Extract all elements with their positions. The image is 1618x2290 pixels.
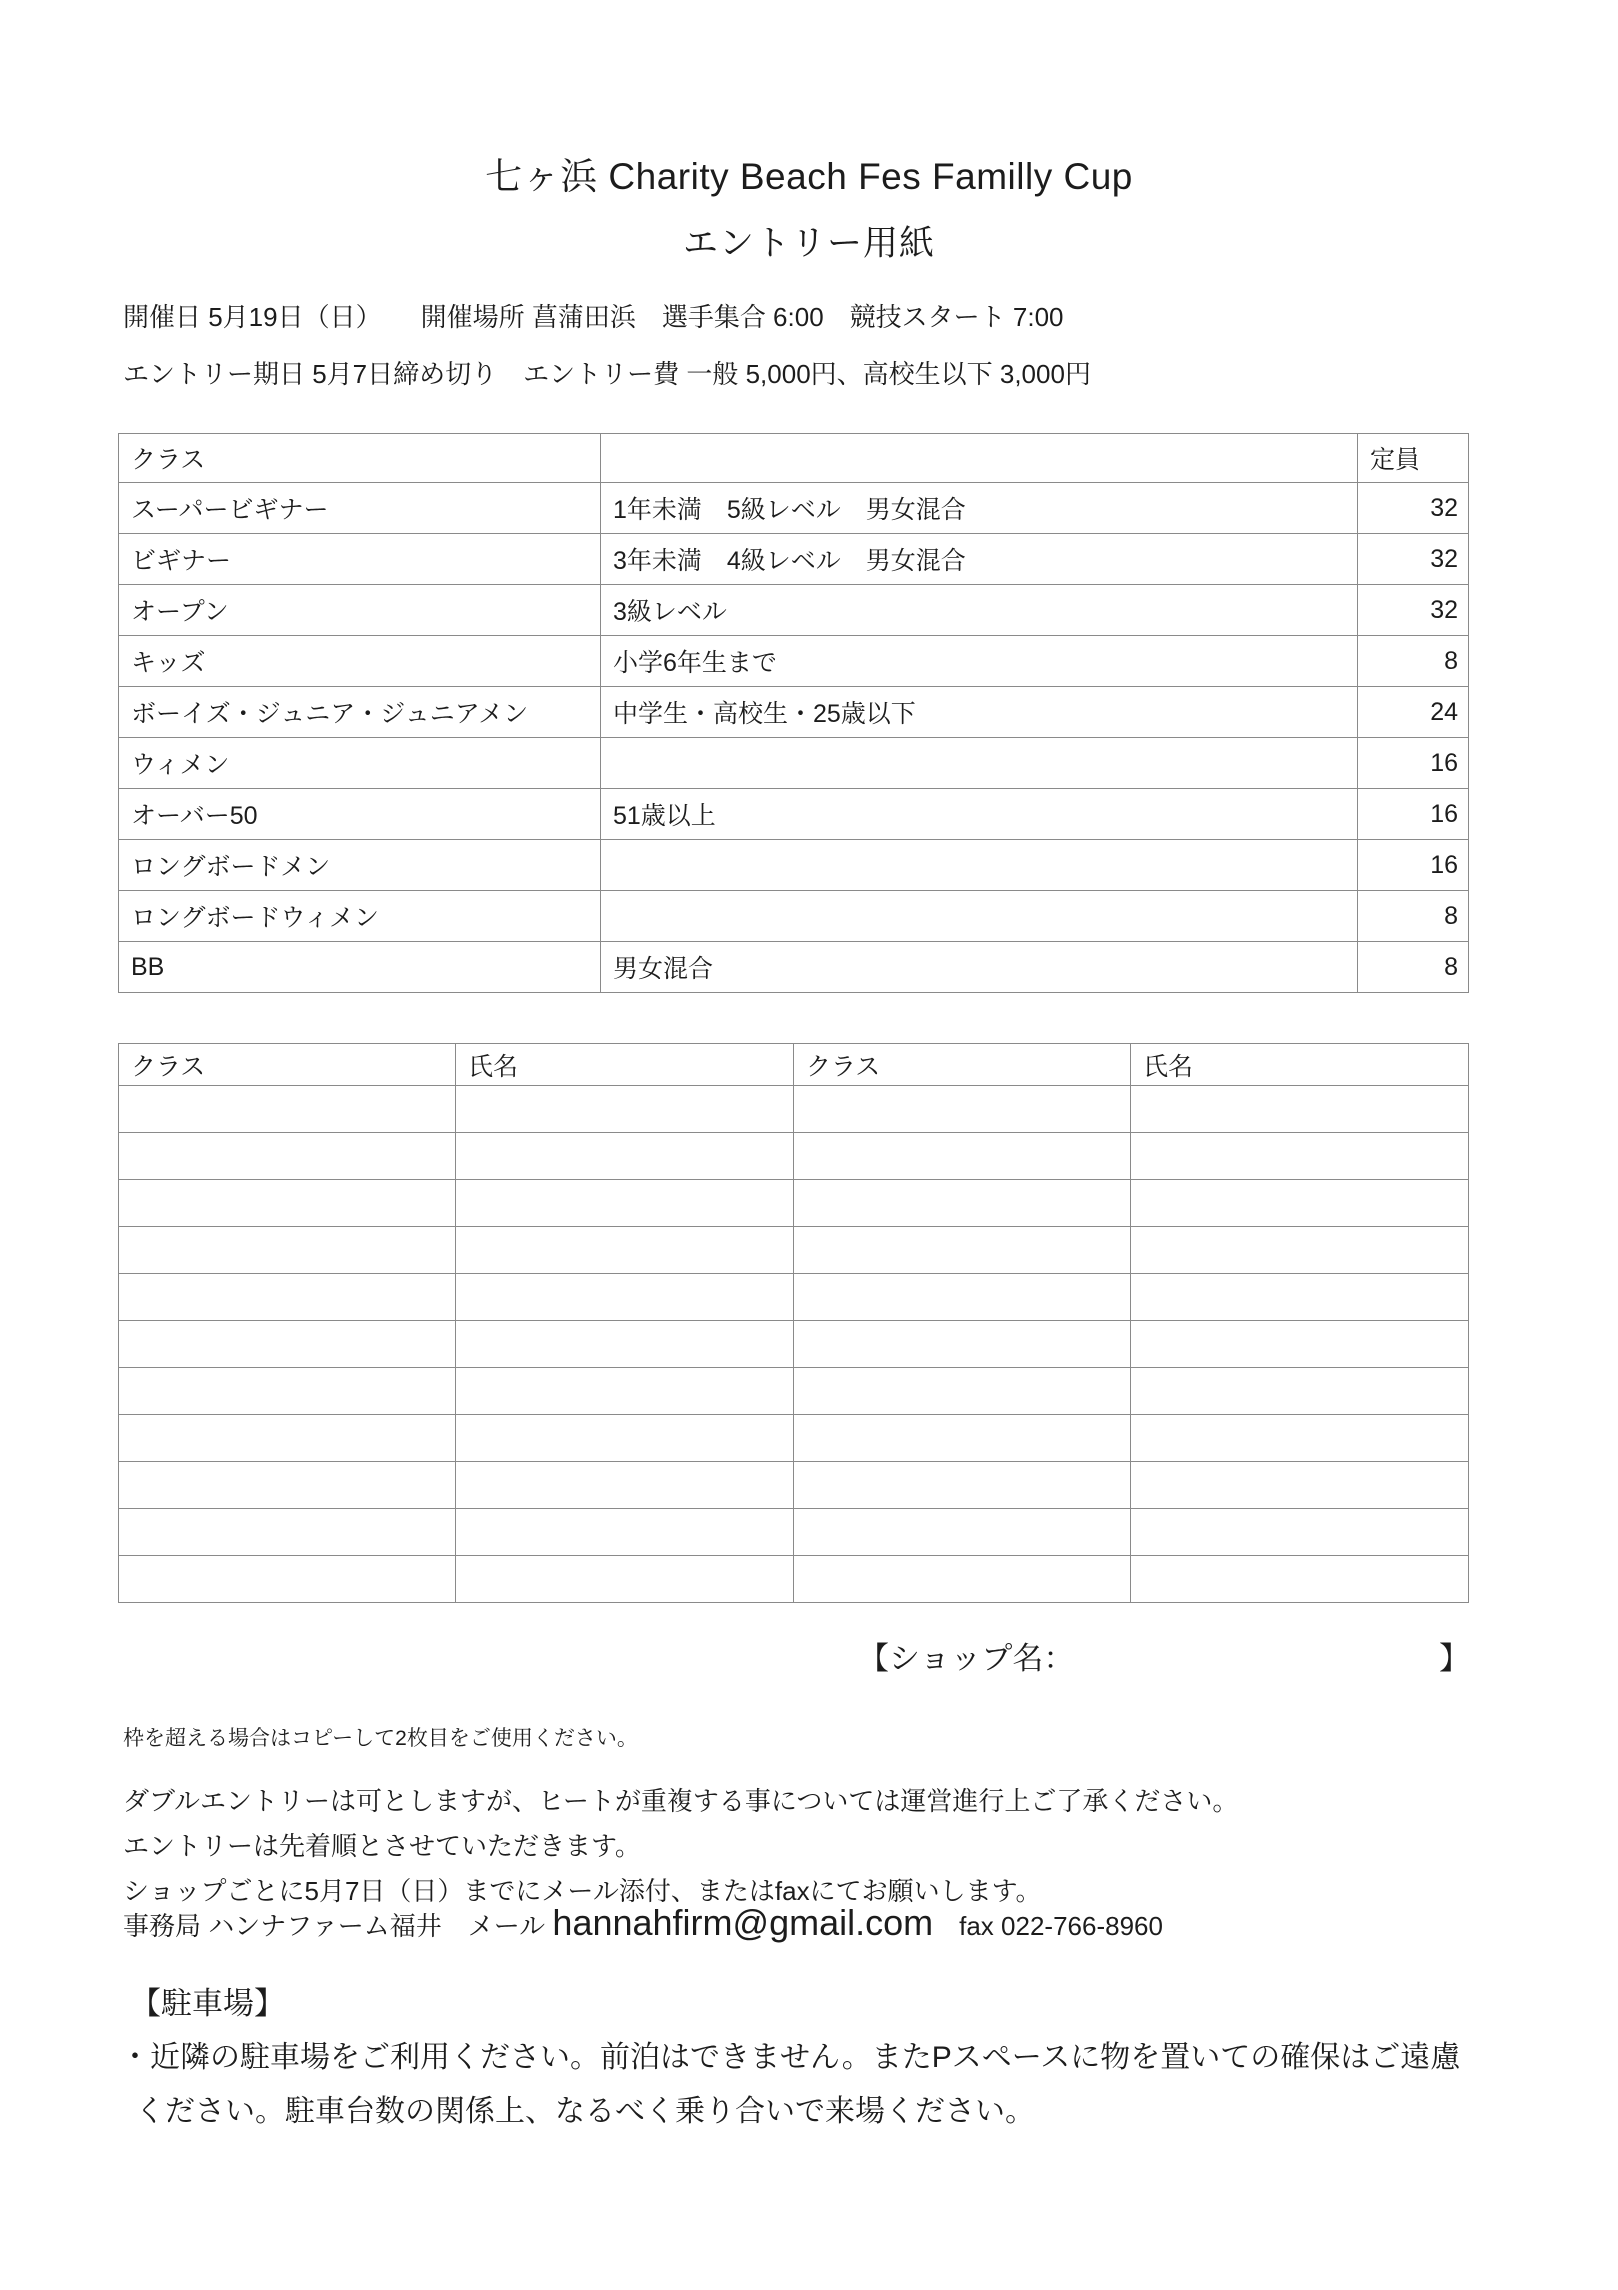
class-row bbox=[119, 687, 1469, 738]
entry-row bbox=[119, 1415, 1469, 1462]
entry-row bbox=[119, 1086, 1469, 1133]
entry-name-cell bbox=[1131, 1509, 1469, 1556]
entry-class-cell bbox=[794, 1180, 1131, 1227]
entry-table bbox=[118, 1043, 1469, 1603]
capacity-cell: 8 bbox=[1358, 891, 1469, 942]
parking-heading: 【駐車場】 bbox=[130, 1986, 285, 2021]
contact-fax: fax 022-766-8960 bbox=[959, 1911, 1163, 1941]
entry-class-cell bbox=[119, 1086, 456, 1133]
capacity-column-header: 定員 bbox=[1358, 434, 1469, 483]
entry-class-cell bbox=[794, 1509, 1131, 1556]
entry-name-cell bbox=[1131, 1415, 1469, 1462]
entry-name-cell bbox=[1131, 1274, 1469, 1321]
entry-class-cell bbox=[119, 1321, 456, 1368]
capacity-cell: 32 bbox=[1358, 534, 1469, 585]
capacity-cell: 8 bbox=[1358, 636, 1469, 687]
entry-name-cell bbox=[456, 1180, 794, 1227]
capacity-cell: 16 bbox=[1358, 738, 1469, 789]
entry-row bbox=[119, 1227, 1469, 1274]
description-cell bbox=[601, 891, 1358, 942]
office-contact-line bbox=[123, 1902, 1163, 1944]
description-cell bbox=[601, 840, 1358, 891]
entry-name-cell bbox=[456, 1509, 794, 1556]
class-cell: オープン bbox=[119, 585, 601, 636]
capacity-cell: 32 bbox=[1358, 585, 1469, 636]
office-label: 事務局 ハンナファーム福井 メール bbox=[123, 1911, 553, 1941]
entry-row bbox=[119, 1509, 1469, 1556]
class-cell: スーパービギナー bbox=[119, 483, 601, 534]
entry-class-cell bbox=[794, 1556, 1131, 1603]
entry-class-cell bbox=[119, 1274, 456, 1321]
copy-note: 枠を超える場合はコピーして2枚目をご使用ください。 bbox=[123, 1727, 638, 1750]
event-info-line-2: エントリー期日 5月7日締め切り エントリー費 一般 5,000円、高校生以下 3,000円 bbox=[123, 359, 1091, 389]
entry-class-cell bbox=[794, 1321, 1131, 1368]
page-subtitle: エントリー用紙 bbox=[682, 224, 935, 263]
entry-name-cell bbox=[456, 1368, 794, 1415]
entry-class-cell bbox=[794, 1415, 1131, 1462]
entry-class-cell bbox=[119, 1180, 456, 1227]
entry-class-cell bbox=[119, 1368, 456, 1415]
capacity-cell: 16 bbox=[1358, 840, 1469, 891]
page-title: 七ヶ浜 Charity Beach Fes Familly Cup bbox=[485, 156, 1133, 197]
class-row bbox=[119, 789, 1469, 840]
entry-row bbox=[119, 1321, 1469, 1368]
note-first-come: エントリーは先着順とさせていただきます。 bbox=[123, 1831, 641, 1861]
entry-row bbox=[119, 1462, 1469, 1509]
entry-row bbox=[119, 1274, 1469, 1321]
description-cell: 男女混合 bbox=[601, 942, 1358, 993]
capacity-cell: 24 bbox=[1358, 687, 1469, 738]
entry-class-cell bbox=[794, 1227, 1131, 1274]
entry-row bbox=[119, 1368, 1469, 1415]
entry-name-cell bbox=[1131, 1180, 1469, 1227]
entry-row bbox=[119, 1133, 1469, 1180]
entry-name-cell bbox=[456, 1556, 794, 1603]
entry-class-cell bbox=[794, 1133, 1131, 1180]
entry-name-cell bbox=[1131, 1462, 1469, 1509]
class-cell: ボーイズ・ジュニア・ジュニアメン bbox=[119, 687, 601, 738]
shop-name-line bbox=[858, 1633, 1470, 1678]
description-cell bbox=[601, 738, 1358, 789]
description-cell: 小学6年生まで bbox=[601, 636, 1358, 687]
class-row bbox=[119, 534, 1469, 585]
entry-class-cell bbox=[794, 1368, 1131, 1415]
class-cell: ロングボードウィメン bbox=[119, 891, 601, 942]
entry-name-header-1: 氏名 bbox=[456, 1044, 794, 1086]
contact-email: hannahfirm@gmail.com bbox=[552, 1902, 934, 1943]
description-cell: 3年未満 4級レベル 男女混合 bbox=[601, 534, 1358, 585]
description-cell: 3級レベル bbox=[601, 585, 1358, 636]
description-column-header bbox=[601, 434, 1358, 483]
entry-class-cell bbox=[119, 1462, 456, 1509]
note-deadline-method: ショップごとに5月7日（日）までにメール添付、またはfaxにてお願いします。 bbox=[123, 1876, 1042, 1906]
title-block bbox=[0, 146, 1618, 266]
class-cell: キッズ bbox=[119, 636, 601, 687]
class-cell: ロングボードメン bbox=[119, 840, 601, 891]
entry-class-cell bbox=[794, 1274, 1131, 1321]
entry-name-cell bbox=[1131, 1227, 1469, 1274]
event-info-block bbox=[123, 297, 1091, 411]
entry-class-header-2: クラス bbox=[794, 1044, 1131, 1086]
class-row bbox=[119, 636, 1469, 687]
entry-name-cell bbox=[1131, 1133, 1469, 1180]
entry-row bbox=[119, 1180, 1469, 1227]
entry-name-header-2: 氏名 bbox=[1131, 1044, 1469, 1086]
event-info-line-1: 開催日 5月19日（日） 開催場所 菖蒲田浜 選手集合 6:00 競技スタート 7:00 bbox=[123, 302, 1064, 332]
entry-name-cell bbox=[456, 1274, 794, 1321]
description-cell: 1年未満 5級レベル 男女混合 bbox=[601, 483, 1358, 534]
entry-table-header-row bbox=[119, 1044, 1469, 1086]
entry-name-cell bbox=[1131, 1321, 1469, 1368]
class-cell: ビギナー bbox=[119, 534, 601, 585]
class-table-header-row bbox=[119, 434, 1469, 483]
entry-class-cell bbox=[794, 1086, 1131, 1133]
entry-row bbox=[119, 1556, 1469, 1603]
entry-class-cell bbox=[119, 1227, 456, 1274]
class-capacity-table bbox=[118, 433, 1469, 993]
entry-name-cell bbox=[456, 1321, 794, 1368]
class-row bbox=[119, 891, 1469, 942]
capacity-cell: 32 bbox=[1358, 483, 1469, 534]
entry-class-header-1: クラス bbox=[119, 1044, 456, 1086]
entry-name-cell bbox=[1131, 1086, 1469, 1133]
class-row bbox=[119, 483, 1469, 534]
entry-name-cell bbox=[456, 1133, 794, 1180]
entry-class-cell bbox=[794, 1462, 1131, 1509]
entry-class-cell bbox=[119, 1556, 456, 1603]
class-row bbox=[119, 738, 1469, 789]
class-cell: オーバー50 bbox=[119, 789, 601, 840]
entry-name-cell bbox=[456, 1462, 794, 1509]
entry-class-cell bbox=[119, 1133, 456, 1180]
class-row bbox=[119, 942, 1469, 993]
capacity-cell: 16 bbox=[1358, 789, 1469, 840]
entry-class-cell bbox=[119, 1415, 456, 1462]
class-row bbox=[119, 585, 1469, 636]
class-cell: BB bbox=[119, 942, 601, 993]
description-cell: 中学生・高校生・25歳以下 bbox=[601, 687, 1358, 738]
parking-note-line-1: ・近隣の駐車場をご利用ください。前泊はできません。またPスペースに物を置いての確保はご遠慮 bbox=[120, 2041, 1461, 2074]
entry-name-cell bbox=[456, 1415, 794, 1462]
shop-name-label: 【ショップ名： bbox=[858, 1641, 1075, 1676]
entry-class-cell bbox=[119, 1509, 456, 1556]
capacity-cell: 8 bbox=[1358, 942, 1469, 993]
entry-name-cell bbox=[456, 1227, 794, 1274]
parking-note-line-2: ください。駐車台数の関係上、なるべく乗り合いで来場ください。 bbox=[135, 2095, 1035, 2128]
class-row bbox=[119, 840, 1469, 891]
note-double-entry: ダブルエントリーは可としますが、ヒートが重複する事については運営進行上ご了承ください。 bbox=[123, 1786, 1239, 1816]
entry-name-cell bbox=[1131, 1368, 1469, 1415]
shop-name-close-bracket: 】 bbox=[1439, 1641, 1470, 1676]
notes-block bbox=[123, 1782, 1238, 1917]
description-cell: 51歳以上 bbox=[601, 789, 1358, 840]
entry-name-cell bbox=[1131, 1556, 1469, 1603]
entry-name-cell bbox=[456, 1086, 794, 1133]
class-cell: ウィメン bbox=[119, 738, 601, 789]
class-column-header: クラス bbox=[119, 434, 601, 483]
